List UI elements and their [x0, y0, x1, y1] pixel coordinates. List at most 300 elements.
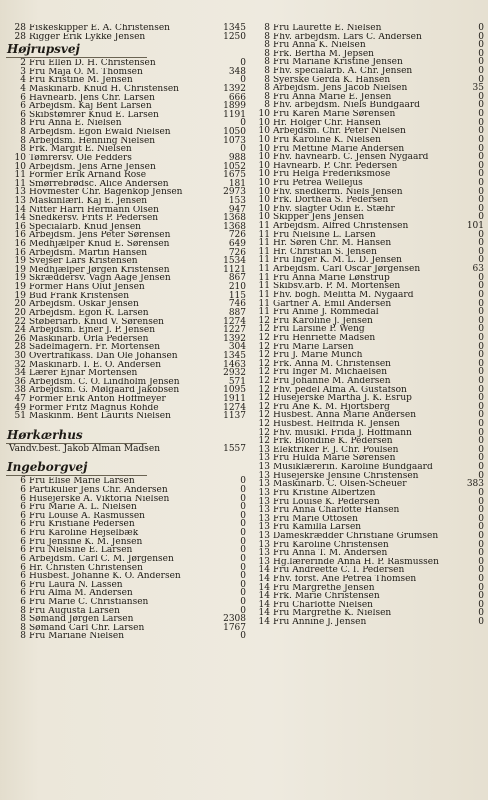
resident-row: [250, 50, 484, 59]
tax-amount: 0: [240, 562, 246, 573]
house-number: 6: [20, 536, 26, 547]
house-number: 6: [20, 562, 26, 573]
house-number: 6: [20, 579, 26, 590]
resident-row: [250, 549, 484, 558]
resident-name: Fru Karoline Christensen: [273, 540, 389, 550]
house-number: 12: [258, 358, 270, 369]
tax-amount: 571: [228, 376, 246, 387]
house-number: 10: [258, 160, 270, 171]
resident-name: Fru Marie A. L. Nielsen: [29, 503, 137, 512]
resident-row: [250, 153, 484, 162]
house-number: 19: [14, 256, 26, 267]
tax-amount: 0: [240, 58, 246, 69]
house-number: 12: [258, 332, 270, 343]
resident-name: Havnearb. Jens Chr. Larsen: [29, 93, 155, 103]
resident-name: Støberiarb. Knud V. Sørensen: [29, 317, 164, 327]
tax-amount: 0: [478, 470, 484, 481]
resident-name: Fhv. arbejdsm. Lars C. Andersen: [273, 32, 422, 42]
resident-row: [250, 239, 484, 248]
resident-row: [6, 343, 246, 352]
resident-name: Arbejdsm. Egon Ewald Nielsen: [29, 128, 171, 137]
resident-name: Fru Petrea Wellejus: [273, 178, 363, 188]
house-number: 6: [20, 476, 26, 487]
resident-row: [250, 170, 484, 179]
resident-name: Fru Anna Charlotte Hansen: [273, 506, 400, 515]
resident-name: Husbest. Johanne K. O. Andersen: [29, 572, 181, 581]
tax-amount: 0: [478, 384, 484, 395]
house-number: 11: [258, 307, 270, 318]
house-number: 6: [20, 596, 26, 607]
house-number: 8: [264, 66, 270, 77]
tax-amount: 1368: [223, 213, 246, 224]
tax-amount: 1557: [223, 443, 246, 454]
house-number: 28: [14, 31, 26, 42]
house-number: 6: [20, 92, 26, 103]
tax-amount: 0: [478, 462, 484, 473]
resident-row: [6, 274, 246, 283]
resident-row: [6, 538, 246, 547]
house-number: 8: [264, 31, 270, 42]
resident-row: [250, 601, 484, 610]
resident-name: Husejerske A. Viktoria Nielsen: [29, 494, 170, 504]
resident-row: [6, 572, 246, 581]
house-number: 8: [264, 48, 270, 59]
tax-amount: 947: [228, 204, 246, 215]
house-number: 6: [20, 493, 26, 504]
house-number: 16: [14, 230, 26, 241]
resident-name: Fru Inger M. Michaelsen: [273, 368, 387, 377]
resident-row: [6, 607, 246, 616]
tax-amount: 0: [478, 31, 484, 42]
resident-row: [250, 24, 484, 33]
tax-amount: 181: [228, 178, 246, 189]
tax-amount: 0: [478, 496, 484, 507]
tax-amount: 0: [478, 255, 484, 266]
resident-name: Fru Elise Marie Larsen: [29, 477, 135, 487]
house-number: 14: [258, 608, 270, 619]
resident-name: Hr. Christian S. Jensen: [273, 247, 377, 257]
tax-amount: 0: [478, 367, 484, 378]
tax-amount: 0: [478, 453, 484, 464]
resident-name: Skræddersv. Vagn Aage Jensen: [29, 274, 171, 284]
house-number: 13: [258, 513, 270, 524]
resident-name: Fru Inger K. M. L. D. Jensen: [273, 256, 402, 266]
resident-row: [250, 84, 484, 93]
house-number: 12: [258, 315, 270, 326]
street-heading: Ingeborgvej: [6, 460, 147, 476]
tax-amount: 0: [240, 631, 246, 642]
resident-name: Fru Ellen D. H. Christensen: [29, 59, 156, 68]
resident-name: Hovmester Chr. Bagenkop Jensen: [29, 188, 183, 197]
house-number: 13: [258, 444, 270, 455]
resident-name: Arbejdsm. Egon R. Larsen: [29, 308, 149, 318]
tax-amount: 0: [240, 605, 246, 616]
house-number: 14: [258, 591, 270, 602]
resident-row: [6, 94, 246, 103]
house-number: 11: [258, 298, 270, 309]
resident-row: [6, 197, 246, 206]
tax-amount: 0: [478, 229, 484, 240]
tax-amount: 0: [478, 109, 484, 120]
house-number: 11: [258, 281, 270, 292]
resident-name: Sadelmagern. Fr. Mortensen: [29, 343, 161, 352]
tax-amount: 0: [240, 510, 246, 521]
tax-amount: 0: [478, 341, 484, 352]
tax-amount: 0: [478, 195, 484, 206]
tax-amount: 1050: [223, 127, 246, 138]
house-number: 30: [14, 350, 26, 361]
tax-amount: 0: [478, 307, 484, 318]
resident-row: [6, 257, 246, 266]
resident-name: Fru Anna Marie Lønstrup: [273, 273, 390, 283]
resident-name: Fru Karen Marie Sørensen: [273, 110, 396, 119]
house-number: 10: [14, 161, 26, 172]
house-number: 10: [258, 152, 270, 163]
tax-amount: 1392: [223, 84, 246, 95]
resident-name: Fru Louise K. Pedersen: [273, 497, 380, 507]
house-number: 16: [14, 221, 26, 232]
resident-name: Fru Margrethe Jensen: [273, 583, 375, 593]
resident-row: [6, 520, 246, 529]
tax-amount: 0: [240, 118, 246, 129]
resident-row: [250, 437, 484, 446]
tax-amount: 1899: [223, 101, 246, 112]
tax-amount: 1250: [223, 31, 246, 42]
resident-row: [6, 495, 246, 504]
resident-row: [6, 214, 246, 223]
tax-amount: 0: [478, 48, 484, 59]
house-number: 13: [258, 539, 270, 550]
resident-name: Fru Larsine P. Weng: [273, 325, 365, 334]
resident-row: [6, 615, 246, 624]
house-number: 13: [258, 487, 270, 498]
resident-name: Frk. Blondine K. Pedersen: [273, 437, 393, 446]
resident-row: [6, 309, 246, 318]
resident-name: Maskinlærl. Kaj E. Jensen: [29, 196, 148, 206]
house-number: 34: [14, 368, 26, 379]
resident-row: [6, 318, 246, 327]
resident-name: Husejerske Martha J. K. Esrup: [273, 394, 412, 403]
tax-amount: 726: [228, 230, 246, 241]
tax-amount: 0: [478, 298, 484, 309]
resident-name: Fru Karoline Hejselbæk: [29, 529, 139, 538]
tax-amount: 0: [478, 289, 484, 300]
resident-name: Fru Hulda Marie Sørensen: [273, 454, 396, 464]
tax-amount: 0: [478, 539, 484, 550]
resident-row: [250, 368, 484, 377]
house-number: 16: [14, 239, 26, 250]
resident-name: Fru Henriette Madsen: [273, 333, 376, 343]
house-number: 19: [14, 282, 26, 293]
resident-name: Fru Annine J. Jensen: [273, 618, 367, 627]
resident-name: Arbejdsm. Carl Oscar Jørgensen: [273, 265, 421, 274]
resident-row: [250, 127, 484, 136]
house-number: 14: [258, 617, 270, 628]
house-number: 26: [14, 333, 26, 344]
resident-row: [6, 404, 246, 413]
house-number: 10: [258, 177, 270, 188]
house-number: 8: [264, 83, 270, 94]
tax-amount: 2932: [223, 368, 246, 379]
resident-row: [6, 180, 246, 189]
resident-name: Medhjælper Jørgen Kristensen: [29, 265, 170, 275]
tax-amount: 0: [478, 505, 484, 516]
resident-name: Fru Helga Frederiksmose: [273, 170, 391, 179]
house-number: 4: [20, 75, 26, 86]
resident-row: [250, 162, 484, 171]
resident-name: Fru Jensine K. M. Jensen: [29, 537, 143, 547]
house-number: 8: [264, 74, 270, 85]
resident-row: [6, 240, 246, 249]
tax-amount: 666: [228, 92, 246, 103]
house-number: 11: [258, 246, 270, 257]
tax-amount: 0: [478, 487, 484, 498]
tax-amount: 0: [478, 513, 484, 524]
tax-amount: 0: [240, 519, 246, 530]
resident-row: [250, 93, 484, 102]
resident-row: [6, 395, 246, 404]
resident-row: [250, 532, 484, 541]
tax-amount: 1073: [223, 135, 246, 146]
resident-name: Former Erik Anton Hoffmeyer: [29, 394, 166, 404]
tax-amount: 1137: [223, 411, 246, 422]
tax-amount: 0: [240, 596, 246, 607]
tax-amount: 1911: [223, 393, 246, 404]
resident-row: [6, 128, 246, 137]
tax-amount: 0: [240, 144, 246, 155]
resident-row: [250, 446, 484, 455]
resident-row: [6, 445, 246, 454]
resident-row: [6, 555, 246, 564]
house-number: 12: [258, 384, 270, 395]
tax-amount: 0: [478, 91, 484, 102]
tax-amount: 153: [228, 195, 246, 206]
resident-row: [6, 102, 246, 111]
resident-name: Sømand Carl Chr. Larsen: [29, 623, 145, 633]
house-number: 19: [14, 264, 26, 275]
house-number: 13: [258, 530, 270, 541]
tax-amount: 1121: [223, 264, 246, 275]
tax-amount: 0: [478, 212, 484, 223]
resident-name: Medhjælper Knud E. Sørensen: [29, 240, 170, 249]
resident-name: Arbejdsm. Henning Nielsen: [29, 136, 156, 146]
resident-name: Skibstømrer Knud E. Larsen: [29, 110, 159, 120]
tax-amount: 0: [478, 401, 484, 412]
resident-row: [6, 145, 246, 154]
resident-name: Fru Nielsine L. Larsen: [273, 230, 376, 240]
house-number: 12: [258, 367, 270, 378]
house-number: 14: [258, 565, 270, 576]
resident-name: Hr. Christen Christensen: [29, 563, 143, 573]
resident-row: [250, 325, 484, 334]
house-number: 6: [20, 510, 26, 521]
resident-row: [6, 68, 246, 77]
house-number: 12: [258, 341, 270, 352]
tax-amount: 1368: [223, 221, 246, 232]
tax-amount: 348: [228, 66, 246, 77]
tax-amount: 0: [478, 315, 484, 326]
resident-row: [6, 529, 246, 538]
house-number: 49: [14, 402, 26, 413]
resident-row: [6, 163, 246, 172]
tax-amount: 0: [478, 126, 484, 137]
resident-name: Fru Andreette C. I. Pedersen: [273, 566, 405, 576]
resident-row: [250, 213, 484, 222]
tax-amount: 0: [478, 591, 484, 602]
resident-name: Fru Karoline J. Jensen: [273, 316, 373, 326]
house-number: 6: [20, 502, 26, 513]
tax-amount: 0: [478, 582, 484, 593]
resident-row: [250, 386, 484, 395]
tax-amount: 1052: [223, 161, 246, 172]
house-number: 8: [264, 57, 270, 68]
house-number: 6: [20, 553, 26, 564]
resident-row: [250, 403, 484, 412]
house-number: 51: [14, 411, 26, 422]
resident-name: Partikulier Jens Chr. Andersen: [29, 486, 168, 495]
house-number: 20: [14, 299, 26, 310]
resident-name: Elektriker F. J. Chr. Poulsen: [273, 445, 399, 455]
tax-amount: 0: [240, 536, 246, 547]
tax-amount: 101: [466, 221, 484, 232]
resident-row: [6, 137, 246, 146]
resident-row: [250, 575, 484, 584]
resident-name: Former Erik Arnand Rose: [29, 171, 147, 180]
tax-amount: 1345: [223, 23, 246, 33]
house-number: 12: [258, 436, 270, 447]
house-number: 36: [14, 376, 26, 387]
street-heading: Højrupsvej: [6, 42, 147, 58]
resident-name: Fru Laura N. Lassen: [29, 580, 123, 590]
house-number: 10: [258, 117, 270, 128]
tax-amount: 0: [478, 100, 484, 111]
resident-name: Smørrebrødsc. Alice Andersen: [29, 179, 169, 189]
resident-row: [6, 512, 246, 521]
tax-amount: 0: [478, 281, 484, 292]
house-number: 13: [258, 470, 270, 481]
resident-row: [6, 369, 246, 378]
house-number: 28: [14, 23, 26, 33]
resident-row: [250, 489, 484, 498]
resident-row: [6, 154, 246, 163]
resident-name: Maskinm. Bent Laurits Nielsen: [29, 412, 171, 421]
house-number: 10: [258, 186, 270, 197]
resident-name: Fru Marie C. Christiansen: [29, 597, 149, 607]
house-number: 10: [258, 203, 270, 214]
resident-row: [6, 564, 246, 573]
house-number: 8: [264, 100, 270, 111]
resident-name: Fhv. arbejdsm. Niels Bundgaard: [273, 101, 420, 111]
tax-amount: 0: [478, 186, 484, 197]
resident-row: [250, 558, 484, 567]
resident-row: [250, 274, 484, 283]
house-number: 13: [258, 522, 270, 533]
resident-name: Arbejdsm. Carl C. M. Jørgensen: [29, 554, 174, 564]
resident-row: [250, 523, 484, 532]
tax-amount: 2308: [223, 614, 246, 625]
house-number: 13: [258, 556, 270, 567]
tax-amount: 726: [228, 247, 246, 258]
resident-name: Tømrersv. Ole Fedders: [29, 153, 132, 163]
resident-row: [250, 308, 484, 317]
resident-row: [6, 231, 246, 240]
resident-name: Arbejdsm. Jens Jacob Nielsen: [273, 84, 408, 93]
tax-amount: 0: [478, 238, 484, 249]
resident-row: [250, 334, 484, 343]
house-number: 12: [258, 375, 270, 386]
resident-name: Fru Nielsine E. Larsen: [29, 546, 133, 555]
resident-row: [250, 119, 484, 128]
resident-row: [250, 609, 484, 618]
house-number: 8: [20, 605, 26, 616]
resident-name: Fiskeskipper E. A. Christensen: [29, 24, 170, 33]
tax-amount: 0: [478, 410, 484, 421]
resident-name: Gartner A. Emil Andersen: [273, 299, 392, 309]
resident-name: Rigger Erik Lykke Jensen: [29, 32, 146, 42]
resident-name: Fhv. forst. Ane Petrea Thomsen: [273, 575, 417, 584]
resident-name: Fru Augusta Larsen: [29, 606, 120, 616]
resident-row: [250, 360, 484, 369]
house-number: 13: [258, 462, 270, 473]
tax-amount: 0: [478, 160, 484, 171]
tax-amount: 0: [478, 332, 484, 343]
tax-amount: 63: [472, 264, 484, 275]
house-number: 13: [14, 187, 26, 198]
tax-amount: 0: [478, 565, 484, 576]
resident-name: Fru Kristine M. Jensen: [29, 76, 133, 86]
resident-row: [6, 386, 246, 395]
resident-name: Arbejdsm. Alfred Christensen: [273, 222, 409, 231]
resident-name: Arbejdsm. C. O. Lindholm Jensen: [29, 377, 180, 387]
tax-amount: 1534: [223, 256, 246, 267]
resident-name: Hr. Søren Chr. M. Hansen: [273, 239, 392, 248]
house-number: 6: [20, 101, 26, 112]
resident-name: Fru Margrethe K. Nielsen: [273, 609, 392, 619]
tax-amount: 1095: [223, 385, 246, 396]
house-number: 2: [20, 58, 26, 69]
resident-name: Frk. Marie Christensen: [273, 592, 380, 601]
house-number: 11: [14, 170, 26, 181]
tax-amount: 0: [240, 545, 246, 556]
house-number: 13: [258, 479, 270, 490]
resident-name: Maskinarb. Orla Pedersen: [29, 334, 149, 344]
resident-row: [250, 454, 484, 463]
resident-name: Fru Anna K. Nielsen: [273, 41, 366, 50]
resident-row: [250, 110, 484, 119]
tax-amount: 0: [240, 588, 246, 599]
resident-row: [250, 58, 484, 67]
house-number: 14: [14, 213, 26, 224]
resident-row: [250, 463, 484, 472]
resident-row: [250, 343, 484, 352]
resident-name: Fru Maja O. M. Thomsen: [29, 67, 143, 77]
resident-row: [6, 223, 246, 232]
resident-row: [250, 256, 484, 265]
resident-row: [250, 351, 484, 360]
house-number: 11: [258, 264, 270, 275]
house-number: 10: [258, 195, 270, 206]
resident-row: [250, 41, 484, 50]
tax-amount: 0: [478, 556, 484, 567]
resident-row: [250, 291, 484, 300]
house-number: 14: [258, 574, 270, 584]
tax-amount: 867: [228, 273, 246, 284]
resident-row: [6, 33, 246, 42]
resident-name: Frk. Anna M. Christensen: [273, 359, 391, 369]
resident-name: Specialarb. Knud Jensen: [29, 222, 141, 232]
resident-row: [6, 335, 246, 344]
resident-row: [6, 188, 246, 197]
